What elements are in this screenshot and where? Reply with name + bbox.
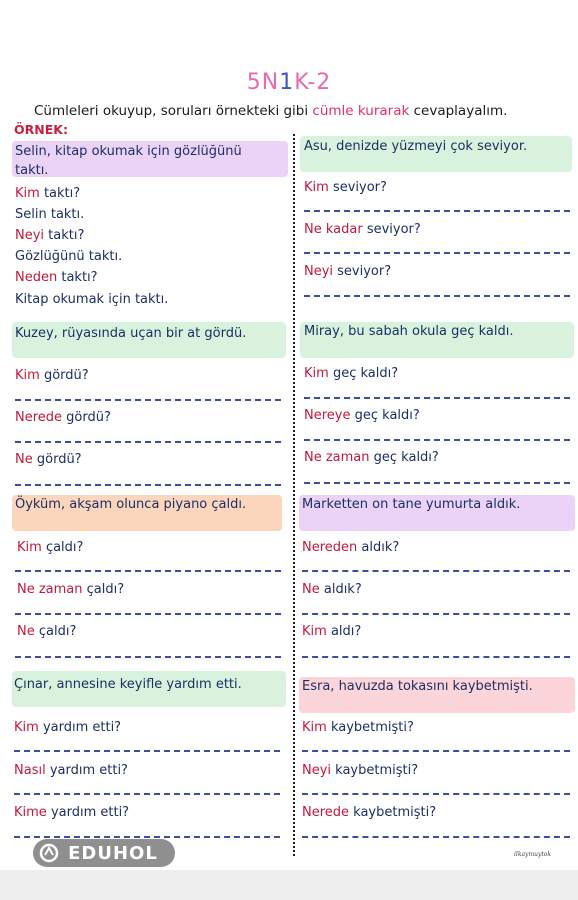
example-question: Neyi taktı? <box>15 228 85 243</box>
question: Nasıl yardım etti? <box>14 763 128 778</box>
example-answer: Selin taktı. <box>15 207 85 222</box>
exercise-sentence: Kuzey, rüyasında uçan bir at gördü. <box>15 326 247 341</box>
question: Neyi kaybetmişti? <box>302 763 419 778</box>
logo-text: EDUHOL <box>68 842 158 864</box>
answer-line[interactable] <box>304 295 570 297</box>
answer-line[interactable] <box>302 570 570 572</box>
exercise-sentence: Esra, havuzda tokasını kaybetmişti. <box>302 679 533 694</box>
worksheet-title <box>0 70 578 95</box>
eduhol-logo <box>33 839 175 867</box>
footer-band <box>0 870 578 900</box>
answer-line[interactable] <box>14 793 280 795</box>
question: Kim kaybetmişti? <box>302 720 414 735</box>
question: Kime yardım etti? <box>14 805 130 820</box>
question: Ne gördü? <box>15 452 82 467</box>
question: Ne kadar seviyor? <box>304 222 421 237</box>
answer-line[interactable] <box>15 484 281 486</box>
answer-line[interactable] <box>304 252 570 254</box>
example-answer: Gözlüğünü taktı. <box>15 249 123 264</box>
question: Ne zaman çaldı? <box>17 582 125 597</box>
question: Ne aldık? <box>302 582 362 597</box>
answer-line[interactable] <box>15 656 281 658</box>
exercise-sentence: Miray, bu sabah okula geç kaldı. <box>304 324 514 339</box>
question: Nerede kaybetmişti? <box>302 805 437 820</box>
answer-line[interactable] <box>302 656 570 658</box>
example-label: ÖRNEK: <box>14 122 68 137</box>
question: Kim geç kaldı? <box>304 366 399 381</box>
answer-line[interactable] <box>15 441 281 443</box>
logo-mark-icon <box>39 843 59 863</box>
answer-line[interactable] <box>15 570 281 572</box>
instruction <box>34 103 574 119</box>
question: Ne çaldı? <box>17 624 77 639</box>
question: Neyi seviyor? <box>304 264 392 279</box>
example-answer: Kitap okumak için taktı. <box>15 292 169 307</box>
question: Kim gördü? <box>15 368 89 383</box>
column-divider <box>293 134 295 856</box>
question: Nereden aldık? <box>302 540 400 555</box>
answer-line[interactable] <box>14 750 280 752</box>
question: Kim aldı? <box>302 624 362 639</box>
answer-line[interactable] <box>15 613 281 615</box>
title-part: K-2 <box>294 70 332 95</box>
answer-line[interactable] <box>14 836 280 838</box>
exercise-sentence: Çınar, annesine keyifle yardım etti. <box>14 677 242 692</box>
question: Nereye geç kaldı? <box>304 408 420 423</box>
answer-line[interactable] <box>302 836 570 838</box>
example-sentence: taktı. <box>15 163 49 178</box>
question: Kim çaldı? <box>17 540 84 555</box>
answer-line[interactable] <box>302 750 570 752</box>
question: Kim seviyor? <box>304 180 387 195</box>
author-signature: ilkaymuytok <box>514 851 552 858</box>
answer-line[interactable] <box>302 613 570 615</box>
question: Ne zaman geç kaldı? <box>304 450 439 465</box>
instruction-text: Cümleleri okuyup, soruları örnekteki gibi <box>34 103 313 119</box>
title-part: 1 <box>279 70 295 95</box>
question: Nerede gördü? <box>15 410 111 425</box>
answer-line[interactable] <box>304 210 570 212</box>
answer-line[interactable] <box>304 397 570 399</box>
example-question: Kim taktı? <box>15 186 81 201</box>
answer-line[interactable] <box>304 439 570 441</box>
question: Kim yardım etti? <box>14 720 122 735</box>
exercise-sentence: Marketten on tane yumurta aldık. <box>302 497 521 512</box>
example-sentence: Selin, kitap okumak için gözlüğünü <box>15 144 242 159</box>
answer-line[interactable] <box>302 793 570 795</box>
exercise-sentence: Asu, denizde yüzmeyi çok seviyor. <box>304 139 528 154</box>
answer-line[interactable] <box>304 482 570 484</box>
title-part: 5N <box>246 70 280 95</box>
instruction-highlight: cümle kurarak <box>312 103 410 119</box>
instruction-text: cevaplayalım. <box>409 103 508 119</box>
answer-line[interactable] <box>15 399 281 401</box>
exercise-sentence: Öyküm, akşam olunca piyano çaldı. <box>15 497 247 512</box>
example-question: Neden taktı? <box>15 270 98 285</box>
